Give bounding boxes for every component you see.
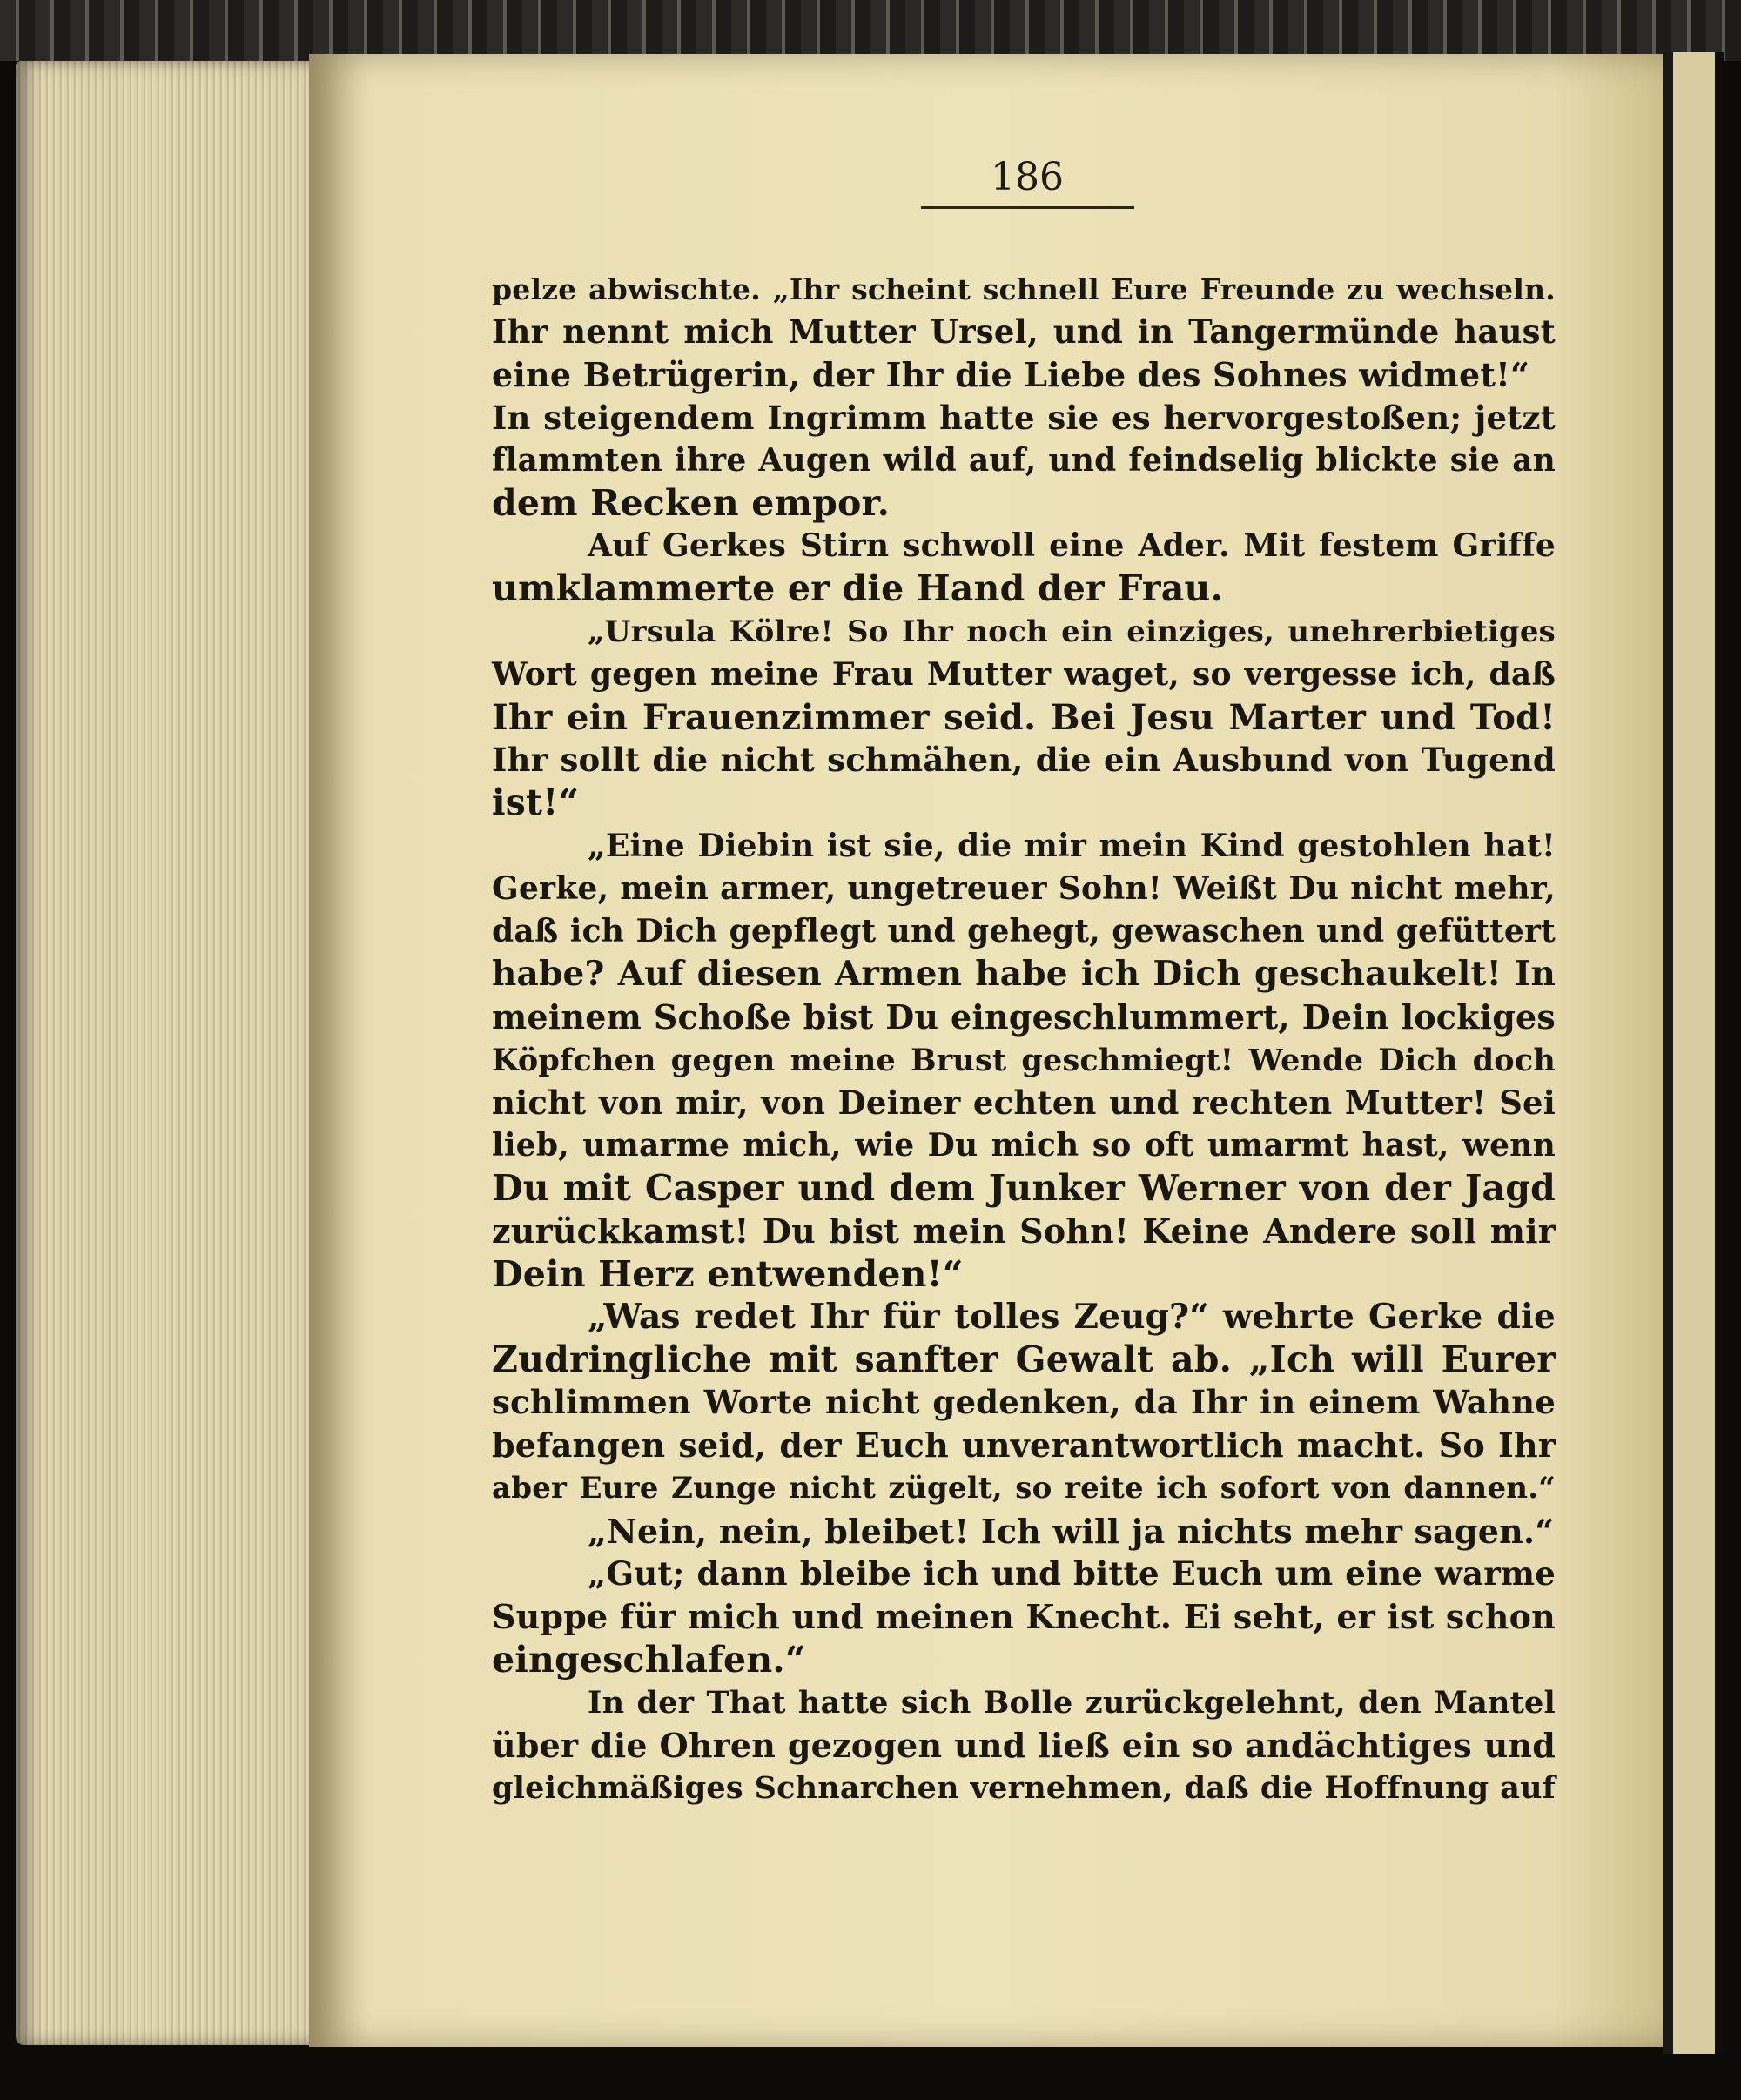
text-line: Suppe für mich und meinen Knecht. Ei seht, er ist schon <box>492 1597 1556 1637</box>
text-line: pelze abwischte. „Ihr scheint schnell Eure Freunde zu wechseln. <box>492 272 1556 306</box>
text-line: aber Eure Zunge nicht zügelt, so reite ich sofort von dannen.“ <box>492 1470 1556 1506</box>
text-line: „Eine Diebin ist sie, die mir mein Kind gestohlen hat! <box>588 827 1556 864</box>
text-line: dem Recken empor. <box>492 482 891 525</box>
text-line: Köpfchen gegen meine Brust geschmiegt! Wende Dich doch <box>492 1042 1556 1078</box>
page-edges <box>16 61 312 2045</box>
text-line: umklammerte er die Hand der Frau. <box>492 567 1223 610</box>
header-rule <box>921 206 1134 209</box>
text-line: habe? Auf diesen Armen habe ich Dich geschaukelt! In <box>492 954 1556 995</box>
text-line: über die Ohren gezogen und ließ ein so andächtiges und <box>492 1725 1556 1765</box>
text-line: Ihr nennt mich Mutter Ursel, und in Tangermünde haust <box>492 312 1556 352</box>
text-line: „Nein, nein, bleibet! Ich will ja nichts mehr sagen.“ <box>588 1511 1555 1551</box>
text-line: schlimmen Worte nicht gedenken, da Ihr in einem Wahne <box>492 1383 1556 1422</box>
page-number: 186 <box>991 155 1064 199</box>
text-line: „Gut; dann bleibe ich und bitte Euch um eine warme <box>588 1554 1556 1593</box>
text-line: nicht von mir, von Deiner echten und rechten Mutter! Sei <box>492 1083 1556 1122</box>
text-line: Zudringliche mit sanfter Gewalt ab. „Ich will Eurer <box>492 1338 1556 1381</box>
body-text <box>492 268 1556 1809</box>
text-line: eine Betrügerin, der Ihr die Liebe des Sohnes widmet!“ <box>492 355 1530 395</box>
text-line: „Ursula Kölre! So Ihr noch ein einziges, unehrerbietiges <box>588 614 1556 649</box>
background-cloth <box>0 0 1741 61</box>
text-line: Gerke, mein armer, ungetreuer Sohn! Weißt Du nicht mehr, <box>492 869 1556 907</box>
text-line: „Was redet Ihr für tolles Zeug?“ wehrte Gerke die <box>588 1296 1556 1337</box>
text-line: Auf Gerkes Stirn schwoll eine Ader. Mit festem Griffe <box>588 527 1556 565</box>
text-line: lieb, umarme mich, wie Du mich so oft umarmt hast, wenn <box>492 1127 1556 1164</box>
text-line: meinem Schoße bist Du eingeschlummert, Dein lockiges <box>492 997 1556 1037</box>
text-line: In der That hatte sich Bolle zurückgelehnt, den Mantel <box>588 1684 1556 1721</box>
text-line: Du mit Casper und dem Junker Werner von der Jagd <box>492 1167 1556 1210</box>
text-line: eingeschlafen.“ <box>492 1638 806 1681</box>
text-line: flammten ihre Augen wild auf, und feindselig blickte sie an <box>492 441 1556 479</box>
text-line: daß ich Dich gepflegt und gehegt, gewaschen und gefüttert <box>492 913 1556 950</box>
text-line: befangen seid, der Euch unverantwortlich macht. So Ihr <box>492 1426 1556 1466</box>
text-line: Wort gegen meine Frau Mutter waget, so vergesse ich, daß <box>492 655 1556 693</box>
text-line: ist!“ <box>492 782 580 824</box>
text-line: Dein Herz entwenden!“ <box>492 1252 964 1295</box>
next-page-edge <box>1663 52 1724 2054</box>
text-line: zurückkamst! Du bist mein Sohn! Keine Andere soll mir <box>492 1211 1556 1251</box>
text-line: Ihr sollt die nicht schmähen, die ein Ausbund von Tugend <box>492 741 1556 780</box>
text-line: Ihr ein Frauenzimmer seid. Bei Jesu Marter und Tod! <box>492 697 1556 739</box>
text-line: In steigendem Ingrimm hatte sie es hervorgestoßen; jetzt <box>492 398 1556 437</box>
text-line: gleichmäßiges Schnarchen vernehmen, daß die Hoffnung auf <box>492 1770 1556 1807</box>
